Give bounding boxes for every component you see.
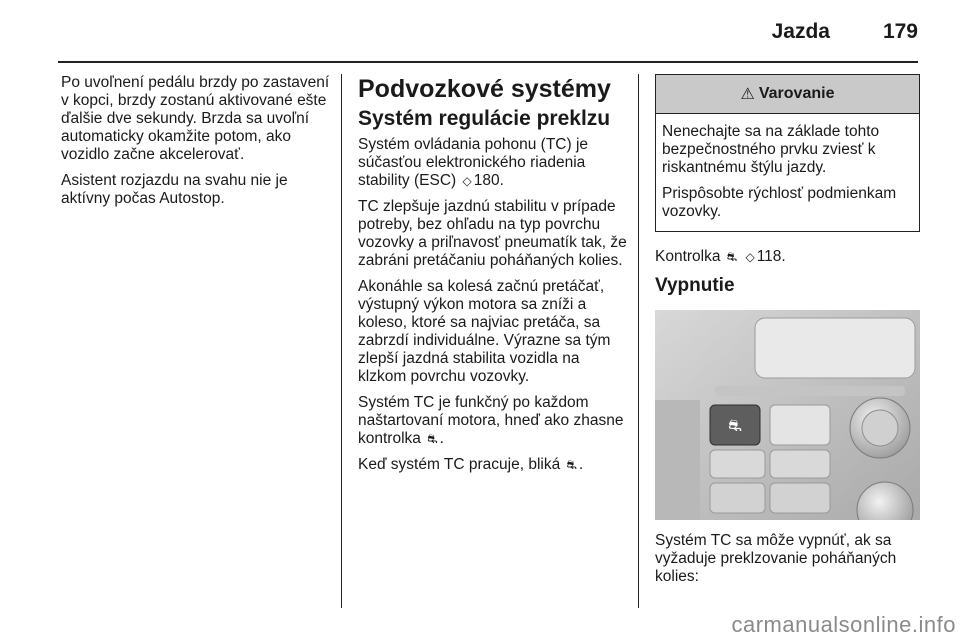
paragraph: Systém TC je funkčný po každom naštartovaní motora, hneď ako zhasne kontrolka ⛐ . (358, 394, 624, 447)
column-divider (638, 74, 639, 608)
dashboard-photo (655, 310, 920, 520)
reference-icon: ◇ (462, 174, 472, 188)
column-divider (341, 74, 342, 608)
section-heading: Systém regulácie preklzu (358, 107, 611, 130)
watermark: carmanualsonline.info (731, 612, 956, 637)
warning-title: Varovanie (758, 85, 835, 102)
paragraph: Prispôsobte rýchlosť podmienkam vozovky. (662, 185, 897, 220)
warning-box (655, 74, 920, 232)
paragraph: Systém TC sa môže vypnúť, ak sa vyžaduje preklzovanie poháňaných kolies: (655, 532, 897, 585)
subsection-heading: Vypnutie (655, 275, 735, 296)
page-number: 179 (882, 20, 918, 43)
paragraph: Po uvoľnení pedálu brzdy po zastavení v kopci, brzdy zostanú aktivované ešte ďalšie dve sekundy. Brzda sa uvoľní automaticky okamžite potom, ako vozidlo začne akcelerovať. (61, 74, 330, 163)
traction-control-icon: ⛐ (726, 250, 738, 264)
warning-body (656, 114, 919, 231)
traction-control-icon: ⛐ (427, 432, 438, 446)
page-reference: 118. (756, 248, 786, 265)
warning-icon: ⚠ (740, 86, 755, 103)
paragraph: Keď systém TC pracuje, bliká ⛐ . (358, 456, 584, 473)
paragraph: TC zlepšuje jazdnú stabilitu v prípade potreby, bez ohľadu na typ povrchu vozovky a priľnavosť pneumatík tak, že zabráni pretáčaniu poháňaných kolies. (358, 198, 627, 269)
traction-control-icon: ⛐ (566, 458, 577, 472)
dashboard-illustration (655, 310, 920, 520)
warning-header (656, 75, 919, 114)
header-rule (58, 61, 918, 63)
paragraph: Kontrolka ⛐ ◇ 118. (655, 248, 786, 265)
column-right (655, 74, 920, 594)
chapter-heading: Podvozkové systémy (358, 75, 611, 103)
page-reference: 180. (473, 172, 504, 189)
paragraph: Nenechajte sa na základe tohto bezpečnostného prvku zviesť k riskantnému štýlu jazdy. (662, 123, 880, 176)
page-header (0, 0, 960, 60)
paragraph: Akonáhle sa kolesá začnú pretáčať, výstupný výkon motora sa zníži a koleso, ktoré sa najviac pretáča, sa zabrzdí individuálne. Výrazne sa tým zlepší jazdná stabilita vozidla na klzkom povrchu vozovky. (358, 278, 611, 385)
reference-icon: ◇ (745, 250, 755, 264)
paragraph: Systém ovládania pohonu (TC) je súčasťou elektronického riadenia stability (ESC) ◇ 180. (358, 136, 589, 189)
column-middle (358, 74, 628, 482)
section-title: Jazda (771, 20, 830, 43)
paragraph: Asistent rozjazdu na svahu nie je aktívny počas Autostop. (61, 172, 288, 207)
column-left (61, 74, 331, 216)
traction-control-icon: ⛐ (728, 416, 742, 435)
